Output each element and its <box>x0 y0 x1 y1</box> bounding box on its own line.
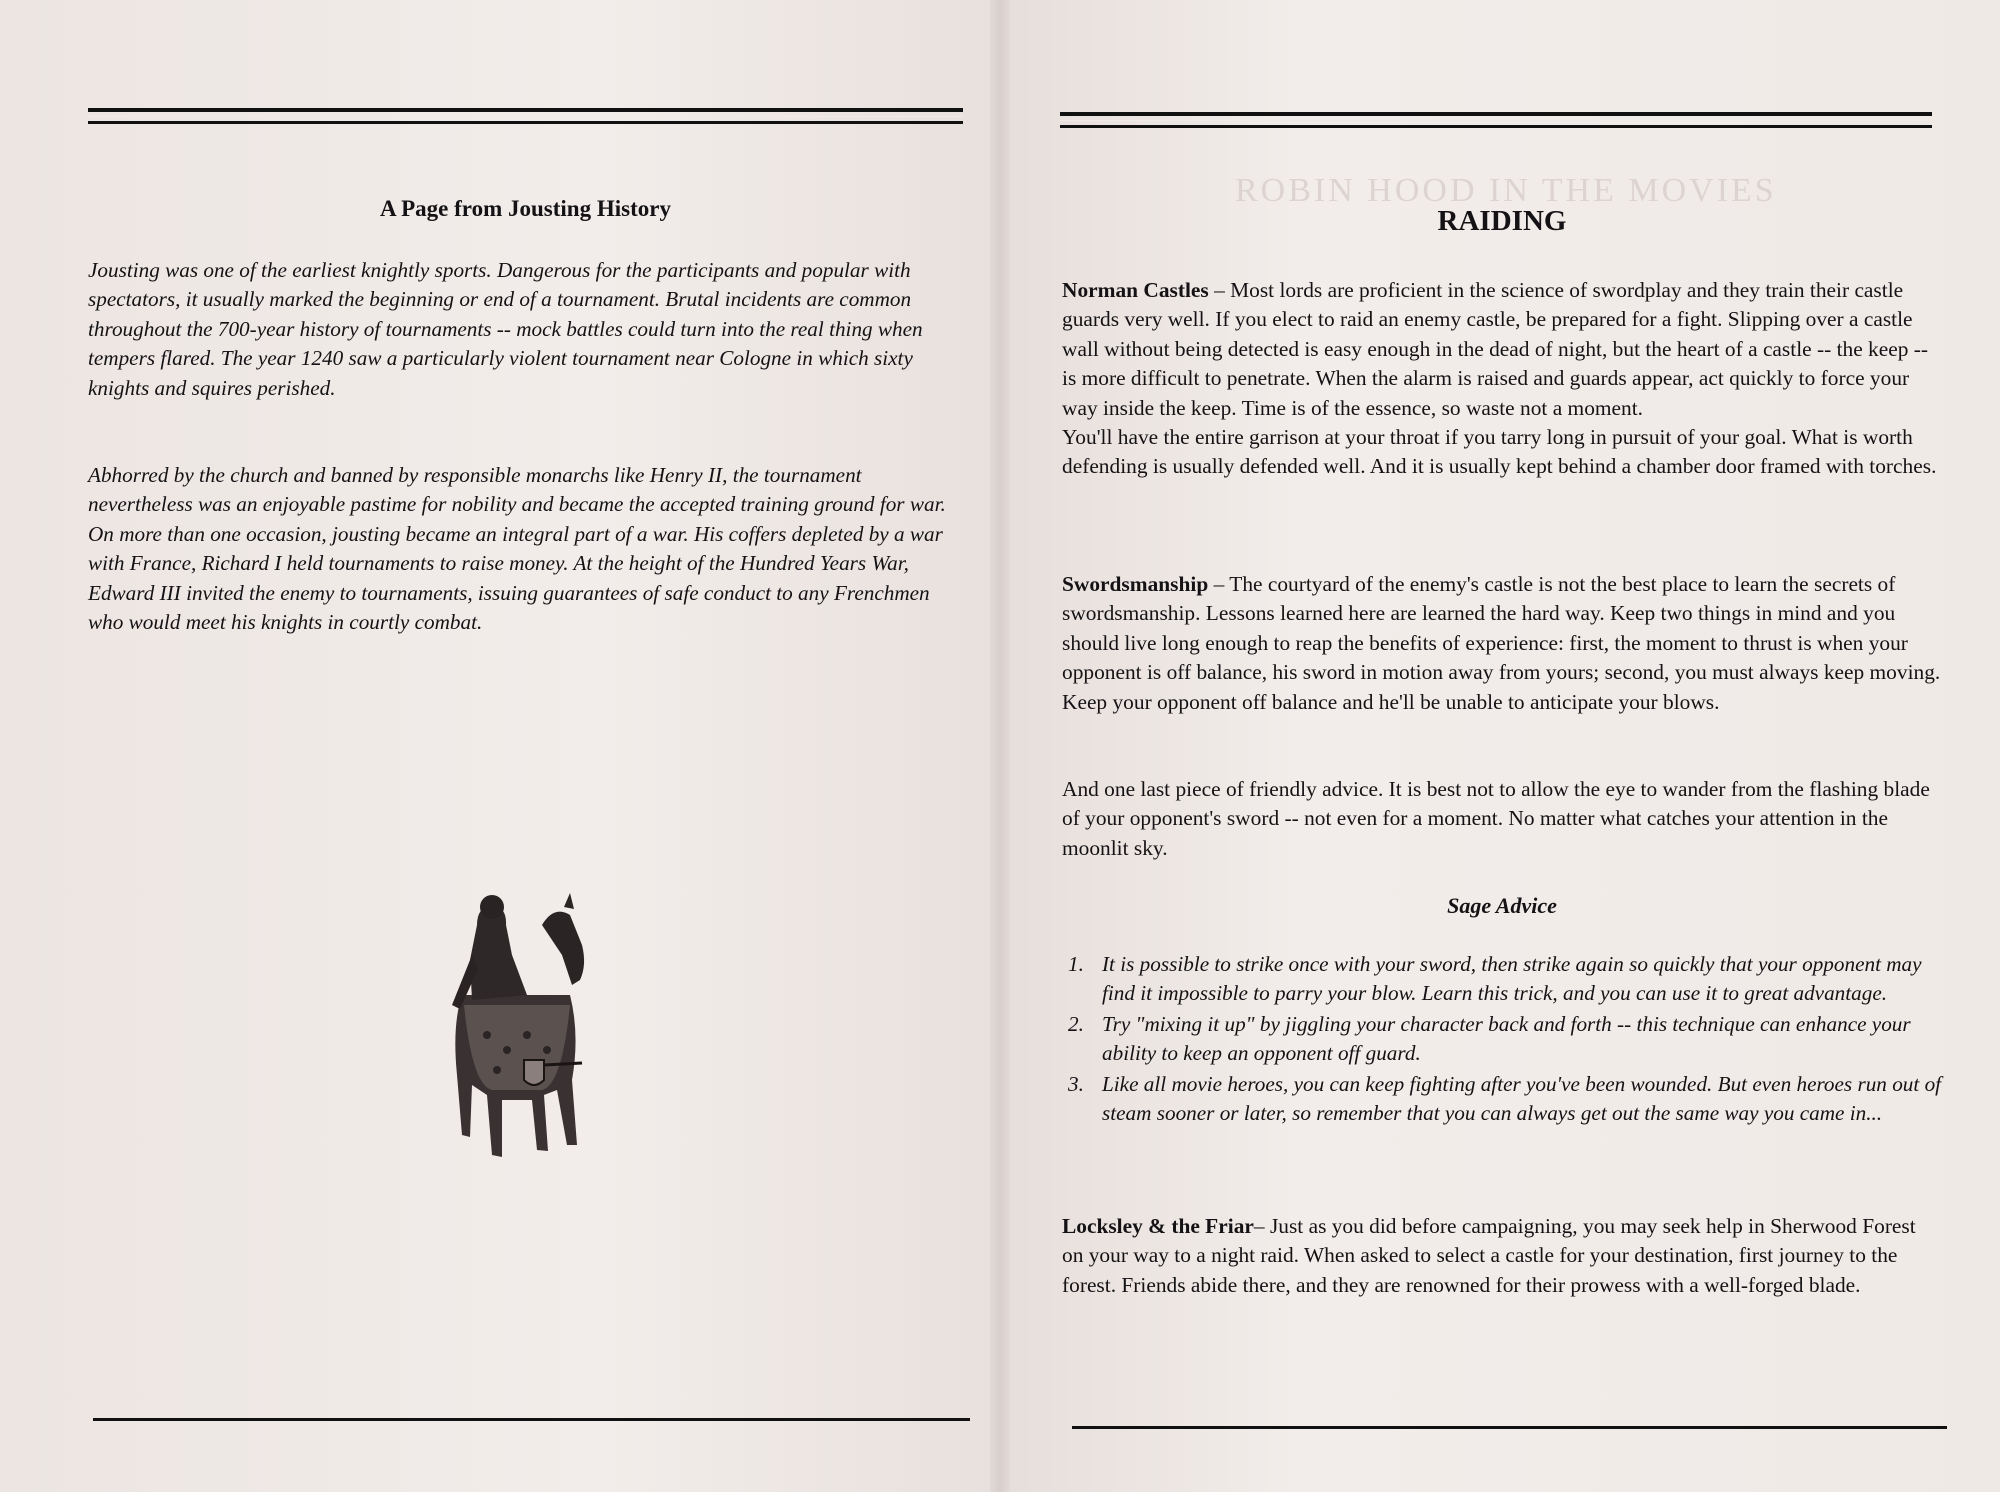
advice-item <box>1068 950 1948 1009</box>
section-heading: Norman Castles <box>1062 278 1209 302</box>
norman-castles-section <box>1062 276 1942 482</box>
book-spine <box>990 0 1010 1492</box>
jousting-paragraph-1: Jousting was one of the earliest knightly sports. Dangerous for the participants and popular with spectators, it usually marked the beginning or end of a tournament. Brutal incidents are common throughout the 700-year history of tournaments -- mock battles could turn into the real thing when tempers flared. The year 1240 saw a particularly violent tournament near Cologne in which sixty knights and squires perished. <box>88 258 923 400</box>
show-through-text: ROBIN HOOD IN THE MOVIES <box>1235 172 1777 209</box>
knight-on-horse-illustration <box>432 885 602 1175</box>
advice-text: Try "mixing it up" by jiggling your character back and forth -- this technique can enhance your ability to keep an opponent off guard. <box>1102 1011 1911 1066</box>
section-text: The courtyard of the enemy's castle is not the best place to learn the secrets of swordsmanship. Lessons learned here are learned the hard way. Keep two things in mind and you should live long enough to reap the benefits of experience: first, the moment to thrust is when your opponent is off balance, his sword in motion away from yours; second, you must always keep moving. Keep your opponent off balance and he'll be unable to anticipate your blows. <box>1062 572 1941 714</box>
right-top-rule <box>1060 112 1932 128</box>
left-top-rule <box>88 108 963 124</box>
advice-item <box>1068 1070 1948 1129</box>
section-heading: Locksley & the Friar <box>1062 1214 1254 1238</box>
advice-number: 3. <box>1068 1071 1084 1096</box>
section-separator: – <box>1253 1214 1270 1238</box>
advice-text: It is possible to strike once with your sword, then strike again so quickly that your opponent may find it impossible to parry your blow. Learn this trick, and you can use it to great advantage. <box>1102 952 1922 1006</box>
section-text-continued: You'll have the entire garrison at your throat if you tarry long in pursuit of your goal. What is worth defending is usually defended well. And it is usually kept behind a chamber door framed with torches. <box>1062 425 1937 479</box>
left-bottom-rule <box>93 1418 970 1421</box>
advice-number: 1. <box>1068 952 1084 976</box>
section-text: And one last piece of friendly advice. It is best not to allow the eye to wander from the flashing blade of your opponent's sword -- not even for a moment. No matter what catches your attention in the moonlit sky. <box>1062 777 1930 860</box>
raiding-title: RAIDING <box>1437 205 1567 237</box>
advice-text: Like all movie heroes, you can keep fighting after you've been wounded. But even heroes run out of steam sooner or later, so remember that you can always get out the same way you came in... <box>1102 1071 1942 1126</box>
jousting-paragraph-2: Abhorred by the church and banned by responsible monarchs like Henry II, the tournament nevertheless was an enjoyable pastime for nobility and became the accepted training ground for war. On more than one occasion, jousting became an integral part of a war. His coffers depleted by a war with France, Richard I held tournaments to raise money. At the height of the Hundred Years War, Edward III invited the enemy to tournaments, issuing guarantees of safe conduct to any Frenchmen who would meet his knights in courtly combat. <box>88 463 946 635</box>
swordsmanship-section <box>1062 570 1942 717</box>
left-page-title: A Page from Jousting History <box>380 196 671 221</box>
section-heading: Swordsmanship <box>1062 572 1209 596</box>
locksley-friar-section <box>1062 1212 1942 1300</box>
advice-item <box>1068 1010 1948 1069</box>
sage-advice-title: Sage Advice <box>1447 893 1557 918</box>
section-text: Just as you did before campaigning, you may seek help in Sherwood Forest on your way to a night raid. When asked to select a castle for your destination, first journey to the forest. Friends abide there, and they are renowned for their prowess with a well-forged blade. <box>1062 1214 1916 1297</box>
sage-advice-list <box>1068 950 1948 1129</box>
section-separator: – <box>1208 278 1231 302</box>
friendly-advice-paragraph <box>1062 775 1942 863</box>
section-text: Most lords are proficient in the science of swordplay and they train their castle guards very well. If you elect to raid an enemy castle, be prepared for a fight. Slipping over a castle wall without being detected is easy enough in the dead of night, but the heart of a castle -- the keep -- is more difficult to penetrate. When the alarm is raised and guards appear, act quickly to force your way inside the keep. Time is of the essence, so waste not a moment. <box>1062 278 1929 420</box>
section-separator: – <box>1208 572 1230 596</box>
advice-number: 2. <box>1068 1011 1084 1036</box>
right-bottom-rule <box>1072 1426 1947 1429</box>
